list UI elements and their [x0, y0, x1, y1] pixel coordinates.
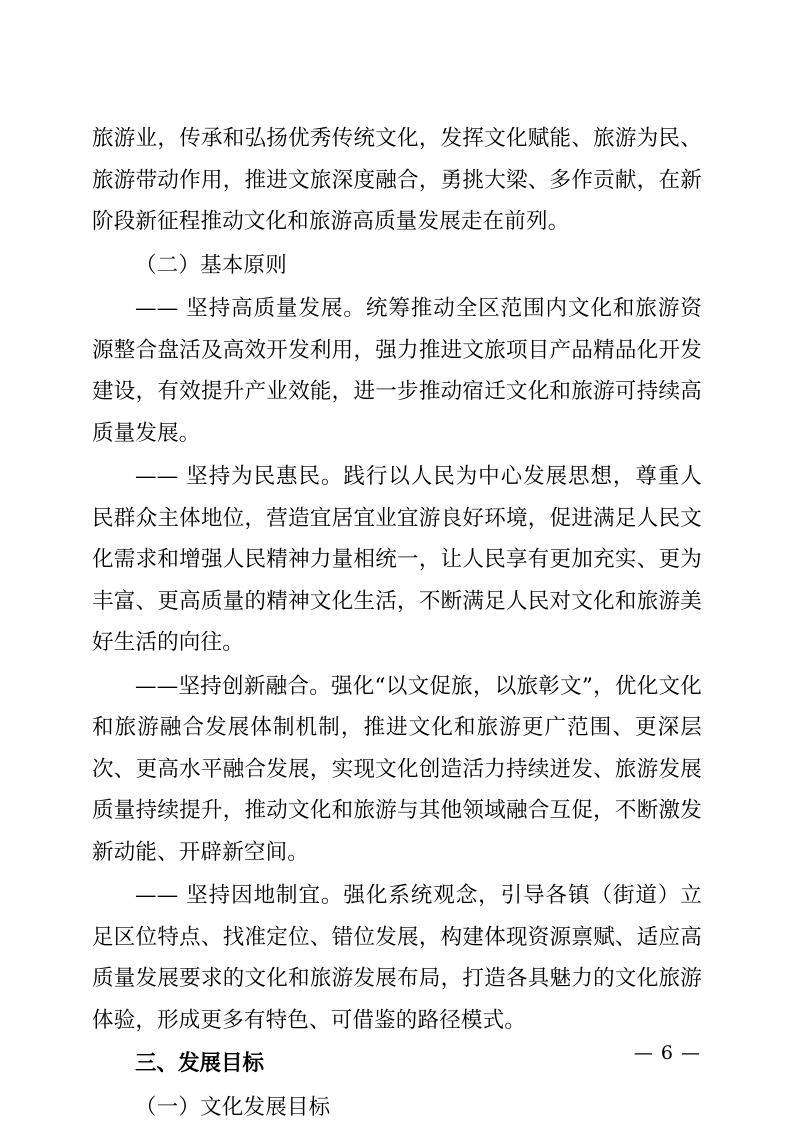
- paragraph-section-basic-principles: （二）基本原则: [92, 245, 702, 287]
- paragraph-principle-local-conditions: —— 坚持因地制宜。强化系统观念，引导各镇（街道）立足区位特点、找准定位、错位发展，构建体现资源禀赋、适应高质量发展要求的文化和旅游发展布局，打造各具魅力的文化旅游体验，形成更多有特色、可借鉴的路径模式。: [92, 875, 702, 1041]
- paragraph-principle-for-the-people: —— 坚持为民惠民。践行以人民为中心发展思想，尊重人民群众主体地位，营造宜居宜业宜游良好环境，促进满足人民文化需求和增强人民精神力量相统一，让人民享有更加充实、更为丰富、更高质量的精神文化生活，不断满足人民对文化和旅游美好生活的向往。: [92, 456, 702, 664]
- heading-development-goals: 三、发展目标: [92, 1043, 702, 1085]
- page-number: — 6 —: [634, 1042, 701, 1064]
- paragraph-principle-high-quality: —— 坚持高质量发展。统筹推动全区范围内文化和旅游资源整合盘活及高效开发利用，强力推进文旅项目产品精品化开发建设，有效提升产业效能，进一步推动宿迁文化和旅游可持续高质量发展。: [92, 288, 702, 454]
- document-body: [92, 118, 702, 1128]
- paragraph-continued: 旅游业，传承和弘扬优秀传统文化，发挥文化赋能、旅游为民、旅游带动作用，推进文旅深度融合，勇挑大梁、多作贡献，在新阶段新征程推动文化和旅游高质量发展走在前列。: [92, 118, 702, 243]
- paragraph-principle-innovation-integration: ——坚持创新融合。强化“以文促旅，以旅彰文”，优化文化和旅游融合发展体制机制，推进文化和旅游更广范围、更深层次、更高水平融合发展，实现文化创造活力持续迸发、旅游发展质量持续提升，推动文化和旅游与其他领域融合互促，不断激发新动能、开辟新空间。: [92, 666, 702, 874]
- paragraph-subsection-culture-goals: （一）文化发展目标: [92, 1087, 702, 1128]
